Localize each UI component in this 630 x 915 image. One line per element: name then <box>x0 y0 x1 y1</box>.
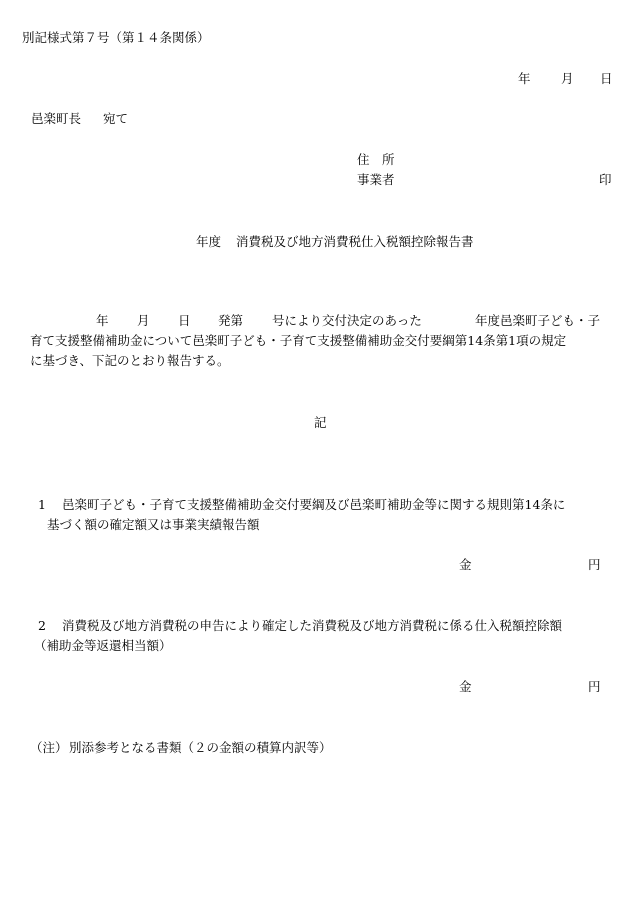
date-day: 日 <box>600 71 613 86</box>
addressee-suffix: 宛て <box>103 111 129 126</box>
note-label: （注） <box>30 740 68 755</box>
body-line2: 育て支援整備補助金について邑楽町子ども・子育て支援整備補助金交付要綱第14条第1項の規定 <box>30 333 567 348</box>
note-text: 別添参考となる書類（２の金額の積算内訳等） <box>69 740 332 755</box>
item-2-text2: （補助金等返還相当額） <box>34 638 172 653</box>
document-title: 消費税及び地方消費税仕入税額控除報告書 <box>236 234 474 249</box>
item-2-number: 2 <box>38 618 46 633</box>
date-month: 月 <box>561 71 574 86</box>
item-1-en: 円 <box>588 557 601 572</box>
body-line1-day: 日 <box>178 313 191 328</box>
form-number: 別記様式第７号（第１４条関係） <box>22 30 210 45</box>
document-title-prefix: 年度 <box>196 234 222 249</box>
address-label: 住 所 <box>357 152 395 167</box>
body-line1-year: 年 <box>96 313 109 328</box>
item-2-kin: 金 <box>459 679 472 694</box>
item-2-text1: 消費税及び地方消費税の申告により確定した消費税及び地方消費税に係る仕入税額控除額 <box>62 618 563 633</box>
item-2-en: 円 <box>588 679 601 694</box>
item-1-text1: 邑楽町子ども・子育て支援整備補助金交付要綱及び邑楽町補助金等に関する規則第14条に <box>62 497 566 512</box>
ki-heading: 記 <box>314 415 327 430</box>
date-year: 年 <box>518 71 531 86</box>
item-1-text2: 基づく額の確定額又は事業実績報告額 <box>47 517 260 532</box>
body-line1-hassu: 発第 <box>218 313 244 328</box>
item-1-kin: 金 <box>459 557 472 572</box>
item-1-number: 1 <box>38 497 46 512</box>
body-line1-gou: 号により交付決定のあった <box>272 313 422 328</box>
date-line <box>518 71 531 87</box>
operator-label: 事業者 <box>357 172 395 187</box>
body-line1-month: 月 <box>137 313 150 328</box>
addressee-name: 邑楽町長 <box>31 111 82 126</box>
body-line3: に基づき、下記のとおり報告する。 <box>30 353 230 368</box>
body-line1-tail: 年度邑楽町子ども・子 <box>475 313 601 328</box>
seal-mark: 印 <box>599 172 612 187</box>
